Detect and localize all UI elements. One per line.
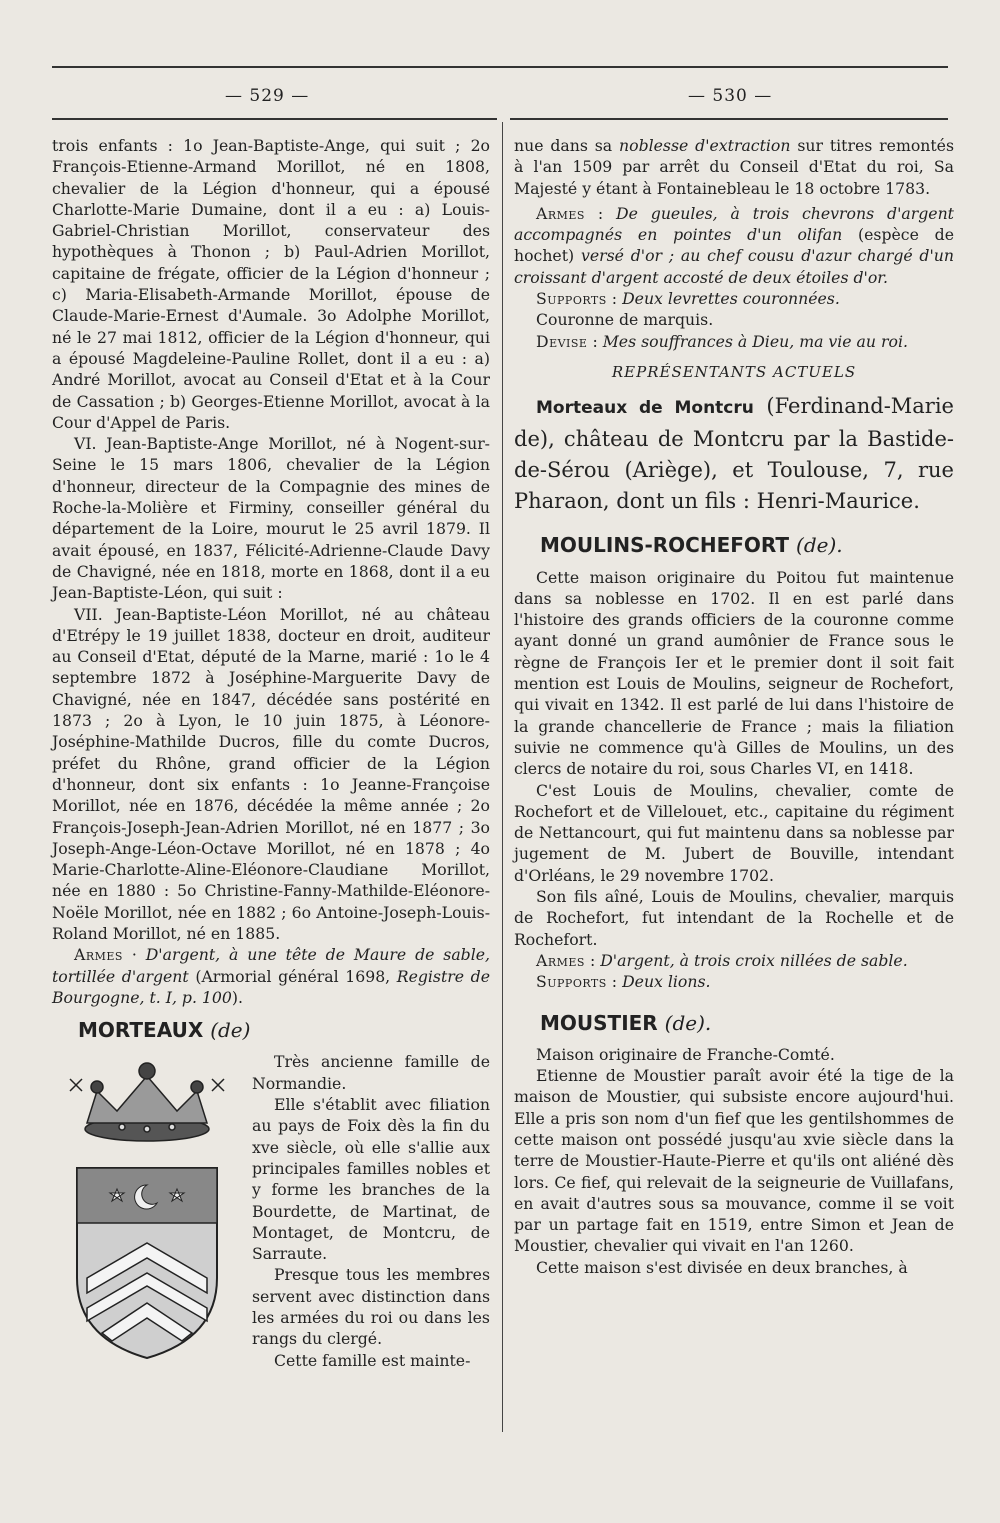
left-column <box>52 135 490 1371</box>
supports-moulins: Supports : Deux lions. <box>536 972 711 992</box>
moulins-paragraph-2: C'est Louis de Moulins, chevalier, comte de Rochefort et de Villelouet, etc., capitaine du régiment de Nettancourt, qui fut maintenu dans sa noblesse par jugement de M. Jubert de Bouville, intendant d'Orléans, le 29 novembre 1702. <box>514 780 954 885</box>
arms-label: Armes <box>74 945 123 965</box>
arms-label: Armes <box>536 203 585 223</box>
moustier-paragraph-2: Etienne de Moustier paraît avoir été la tige de la maison de Moustier, qui subsiste encore aujourd'hui. Elle a pris son nom d'un fief que les gentilshommes de cette maison ont possédé jusqu'au xvie siècle dans la terre de Moustier-Haute-Pierre et qu'ils ont aliéné dès lors. Ce fief, qui relevait de la seigneurie de Vuillafans, en avait d'autres sous sa mouvance, comme il se voit par un partage fait en 1519, entre Simon et Jean de Moustier, chevalier qui vivait en l'an 1260. <box>514 1066 954 1256</box>
arms-text: D'argent, à une tête de Maure de sable, tortillée d'argent <box>52 945 490 986</box>
moustier-paragraph-1: Maison originaire de Franche-Comté. <box>536 1044 835 1064</box>
top-rule <box>52 66 948 68</box>
moulins-paragraph-3: Son fils aîné, Louis de Moulins, chevalier, marquis de Rochefort, fut intendant de la Rochelle et de Rochefort. <box>514 887 954 949</box>
moulins-paragraph-1: Cette maison originaire du Poitou fut maintenue dans sa noblesse en 1702. Il en est parlé dans l'histoire des grands officiers de la couronne comme ayant donné un grand aumônier de France sous le règne de François Ier et le premier dont il soit fait mention est Louis de Moulins, seigneur de Rochefort, qui vivait en 1342. Il est parlé de lui dans l'histoire de la grande chancellerie de France ; mais la filiation suivie ne commence qu'à Gilles de Moulins, un des clercs de notaire du roi, sous Charles VI, en 1418. <box>514 567 954 779</box>
right-header-rule <box>510 118 948 120</box>
morteaux-heraldry <box>52 1051 242 1370</box>
arms-morteaux: Armes : De gueules, à trois chevrons d'argent accompagnés en pointes d'un olifan (espèce de hochet) versé d'or ; au chef cousu d'azur chargé d'un croissant d'argent accosté de deux étoiles d'or. <box>514 203 954 287</box>
marquis-crown-icon <box>62 1051 232 1151</box>
heading-morteaux: MORTEAUX (de) <box>78 1018 251 1043</box>
representant-entry: Morteaux de Montcru (Ferdinand-Marie de), château de Montcru par la Bastide-de-Sérou (Ariège), et Toulouse, 7, rue Pharaon, dont un fils : Henri-Maurice. <box>514 394 954 514</box>
paragraph-vi: VI. Jean-Baptiste-Ange Morillot, né à Nogent-sur-Seine le 15 mars 1806, chevalier de la Légion d'honneur, directeur de la Compagnie des mines de Roche-la-Molière et Firminy, conseiller général du département de la Loire, mourut le 25 avril 1879. Il avait épousé, en 1837, Félicité-Adrienne-Claude Davy de Chavigné, née en 1818, morte en 1868, dont il a eu Jean-Baptiste-Léon, qui suit : <box>52 434 490 603</box>
right-column <box>514 135 954 1278</box>
heading-moustier: MOUSTIER (de). <box>540 1010 712 1035</box>
representants-heading: REPRÉSENTANTS ACTUELS <box>611 362 857 381</box>
arms-moulins: Armes : D'argent, à trois croix nillées de sable. <box>536 950 908 970</box>
column-divider <box>502 122 503 1432</box>
morteaux-text: Très ancienne famille de Normandie. Elle s'établit avec filiation au pays de Foix dès la fin du xve siècle, où elle s'allie aux principales familles nobles et y forme les branches de la Bourdette, de Martinat, de Montaget, de Montcru, de Sarraute. Presque tous les membres servent avec distinction dans les armées du roi ou dans les rangs du clergé. Cette famille est mainte- <box>252 1052 490 1370</box>
page-number-left: — 529 — <box>225 86 310 106</box>
morteaux-section <box>52 1051 490 1370</box>
couronne: Couronne de marquis. <box>536 310 714 330</box>
heading-moulins-rochefort: MOULINS-ROCHEFORT (de). <box>540 533 843 558</box>
paragraph-enfants: trois enfants : 1o Jean-Baptiste-Ange, qui suit ; 2o François-Etienne-Armand Morillot, né en 1808, chevalier de la Légion d'honneur, qui a épousé Charlotte-Marie Dumaine, dont il a eu : a) Louis-Gabriel-Christian Morillot, conservateur des hypothèques à Thonon ; b) Paul-Adrien Morillot, capitaine de frégate, officier de la Légion d'honneur ; c) Maria-Elisabeth-Armande Morillot, épouse de Claude-Marie-Ernest d'Aumale. 3o Adolphe Morillot, né le 27 mai 1812, officier de la Légion d'honneur, qui a épousé Magdeleine-Pauline Rollet, dont il a eu : a) André Morillot, avocat au Conseil d'Etat et à la Cour de Cassation ; b) Georges-Etienne Morillot, avocat à la Cour d'Appel de Paris. <box>52 136 490 432</box>
supports-morteaux: Supports : Deux levrettes couronnées. <box>536 289 840 309</box>
paragraph-vii: VII. Jean-Baptiste-Léon Morillot, né au château d'Etrépy le 19 juillet 1838, docteur en droit, auditeur au Conseil d'Etat, député de la Marne, marié : 1o le 4 septembre 1872 à Joséphine-Marguerite Davy de Chavigné, née en 1847, décédée sans postérité en 1873 ; 2o à Lyon, le 10 juin 1875, à Léonore-Joséphine-Mathilde Ducros, fille du comte Ducros, préfet du Rhône, grand officier de la Légion d'honneur, dont six enfants : 1o Jeanne-Françoise Morillot, née en 1876, décédée la même année ; 2o François-Joseph-Jean-Adrien Morillot, né en 1877 ; 3o Joseph-Ange-Léon-Octave Morillot, né en 1878 ; 4o Marie-Charlotte-Aline-Eléonore-Claudiane Morillot, née en 1880 : 5o Christine-Fanny-Mathilde-Eléonore-Noële Morillot, née en 1882 ; 6o Antoine-Joseph-Louis-Roland Morillot, né en 1885. <box>52 604 490 943</box>
page-number-right: — 530 — <box>688 86 773 106</box>
paragraph-maintenue: nue dans sa noblesse d'extraction sur titres remontés à l'an 1509 par arrêt du Conseil d'Etat du roi, Sa Majesté y étant à Fontainebleau le 18 octobre 1783. <box>514 136 955 198</box>
arms-morillot: Armes · D'argent, à une tête de Maure de sable, tortillée d'argent (Armorial général 1698, Registre de Bourgogne, t. I, p. 100). <box>52 945 491 1007</box>
devise: Devise : Mes souffrances à Dieu, ma vie au roi. <box>536 331 908 351</box>
coat-of-arms-icon <box>72 1163 222 1363</box>
moustier-paragraph-3: Cette maison s'est divisée en deux branches, à <box>536 1257 908 1277</box>
left-header-rule <box>52 118 497 120</box>
